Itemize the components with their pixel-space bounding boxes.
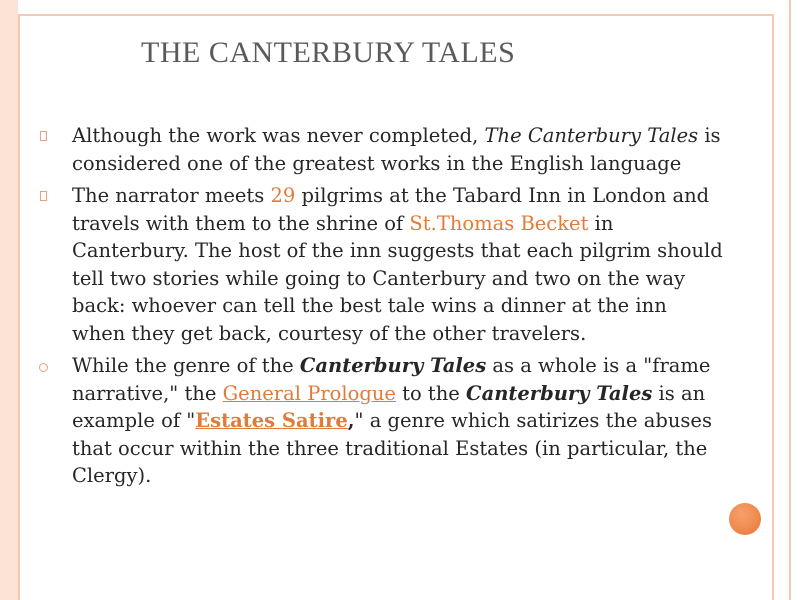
- saint-name: St.Thomas Becket: [409, 211, 589, 235]
- bullet-text: pilgrims at the Tabard Inn in London and travels with them to the shrine of: [72, 184, 710, 235]
- bullet-text: is considered one of the greatest works in the English language: [72, 124, 721, 175]
- book-title: Canterbury Tales: [466, 381, 653, 405]
- bullet-text: as a whole is a "frame narrative," the: [72, 354, 711, 405]
- general-prologue-link[interactable]: General Prologue: [222, 381, 396, 405]
- pilgrim-count: 29: [270, 184, 296, 207]
- bullet-item-genre: [36, 352, 726, 490]
- bullet-text: While the genre of the: [72, 354, 300, 377]
- bullet-text: is an example of ": [72, 381, 706, 432]
- bullet-item-narrator: [36, 182, 726, 347]
- bullet-text: in Canterbury. The host of the inn suggests that each pilgrim should tell two stories while going to Canterbury and two on the way back: whoever can tell the best tale wins a dinner at the inn when they get back, courtesy of the other travelers.: [72, 211, 723, 345]
- square-bullet-icon: [36, 122, 50, 150]
- right-decorative-line: [789, 0, 791, 600]
- bullet-text: " a genre which satirizes the abuses that occur within the three traditional Estates (in particular, the Clergy).: [72, 409, 712, 487]
- bullet-text: Although the work was never completed,: [72, 124, 485, 147]
- left-decorative-band: [0, 0, 18, 600]
- bullet-text: ,: [347, 409, 355, 432]
- bullet-item-completion: [36, 122, 726, 177]
- book-title: The Canterbury Tales: [484, 124, 699, 147]
- book-title: Canterbury Tales: [299, 354, 487, 377]
- slide-title: THE CANTERBURY TALES: [141, 36, 516, 69]
- bullet-text: to the: [395, 381, 467, 405]
- bullet-list: [36, 122, 726, 495]
- orange-orb-icon: [729, 503, 761, 535]
- square-bullet-icon: [36, 182, 50, 210]
- bullet-text: The narrator meets: [72, 184, 271, 207]
- circle-bullet-icon: [36, 352, 50, 381]
- estates-satire-link[interactable]: Estates Satire: [195, 409, 348, 432]
